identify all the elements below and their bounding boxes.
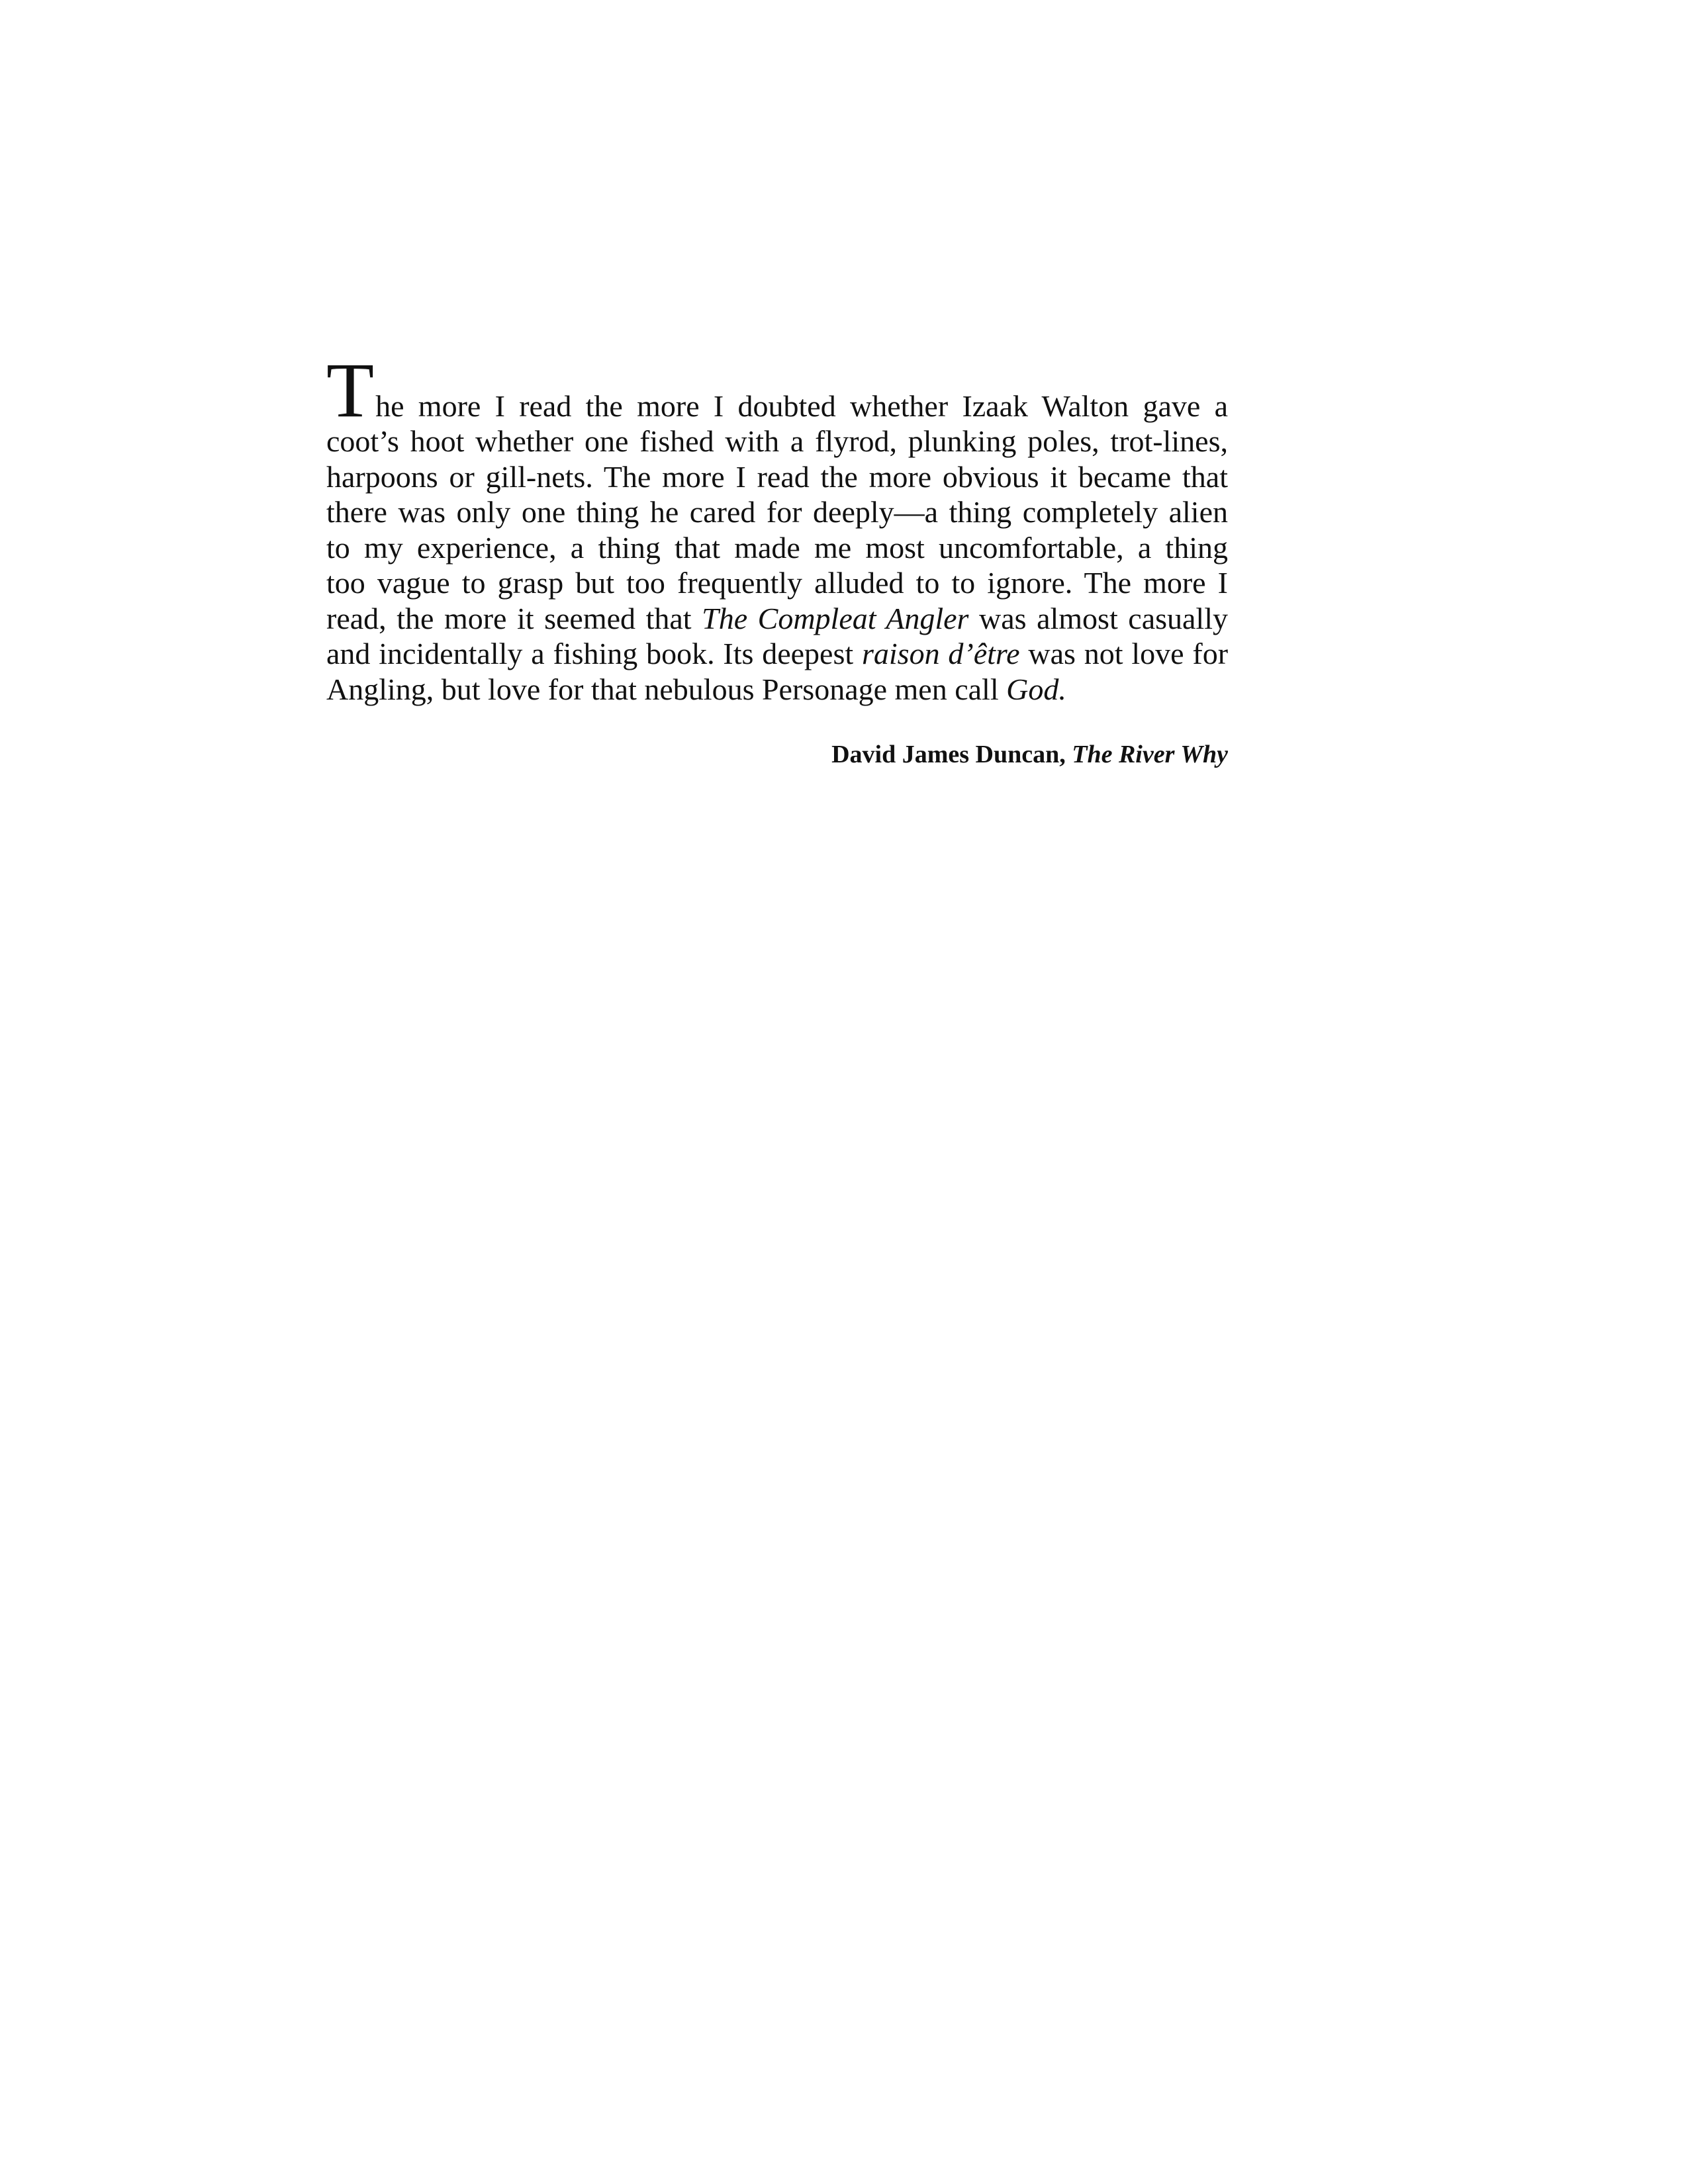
quote-text: harpoons or gill-nets. The more I read the more obvious it became that (326, 459, 1228, 494)
quote-text: he more I read the more I doubted whether Izaak Walton gave a (375, 389, 1228, 423)
quote-body (326, 347, 1229, 707)
quote-line (326, 530, 1228, 566)
quote-line (326, 459, 1228, 495)
quote-line (326, 347, 1228, 433)
quote-text: was not love for (1019, 637, 1229, 670)
quote-line (326, 636, 1228, 672)
drop-cap: T (326, 347, 375, 433)
epigraph-quote (326, 347, 1229, 768)
quote-line (326, 565, 1228, 601)
attribution-author: David James Duncan, (831, 741, 1066, 768)
quote-text: read, the more it seemed that (326, 601, 702, 635)
quote-text: was almost casually (968, 601, 1228, 635)
quote-text: to my experience, a thing that made me most uncomfortable, a thing (326, 530, 1228, 565)
quote-text: and incidentally a fishing book. Its deepest (326, 637, 862, 670)
quote-text: too vague to grasp but too frequently alluded to to ignore. The more I (326, 566, 1228, 600)
attribution-work-title: The River Why (1072, 741, 1228, 768)
italic-text: raison d’être (862, 637, 1020, 670)
italic-text: The Compleat Angler (702, 601, 969, 635)
quote-line (326, 601, 1228, 637)
attribution (831, 740, 1228, 769)
italic-text: God. (1006, 672, 1066, 706)
quote-text: coot’s hoot whether one fished with a flyrod, plunking poles, trot-lines, (326, 424, 1228, 458)
quote-line (326, 424, 1228, 459)
quote-line (326, 672, 1228, 707)
quote-text: there was only one thing he cared for deeply—a thing completely alien (326, 495, 1228, 529)
quote-line (326, 494, 1228, 530)
quote-text: Angling, but love for that nebulous Personage men call (326, 672, 1007, 706)
